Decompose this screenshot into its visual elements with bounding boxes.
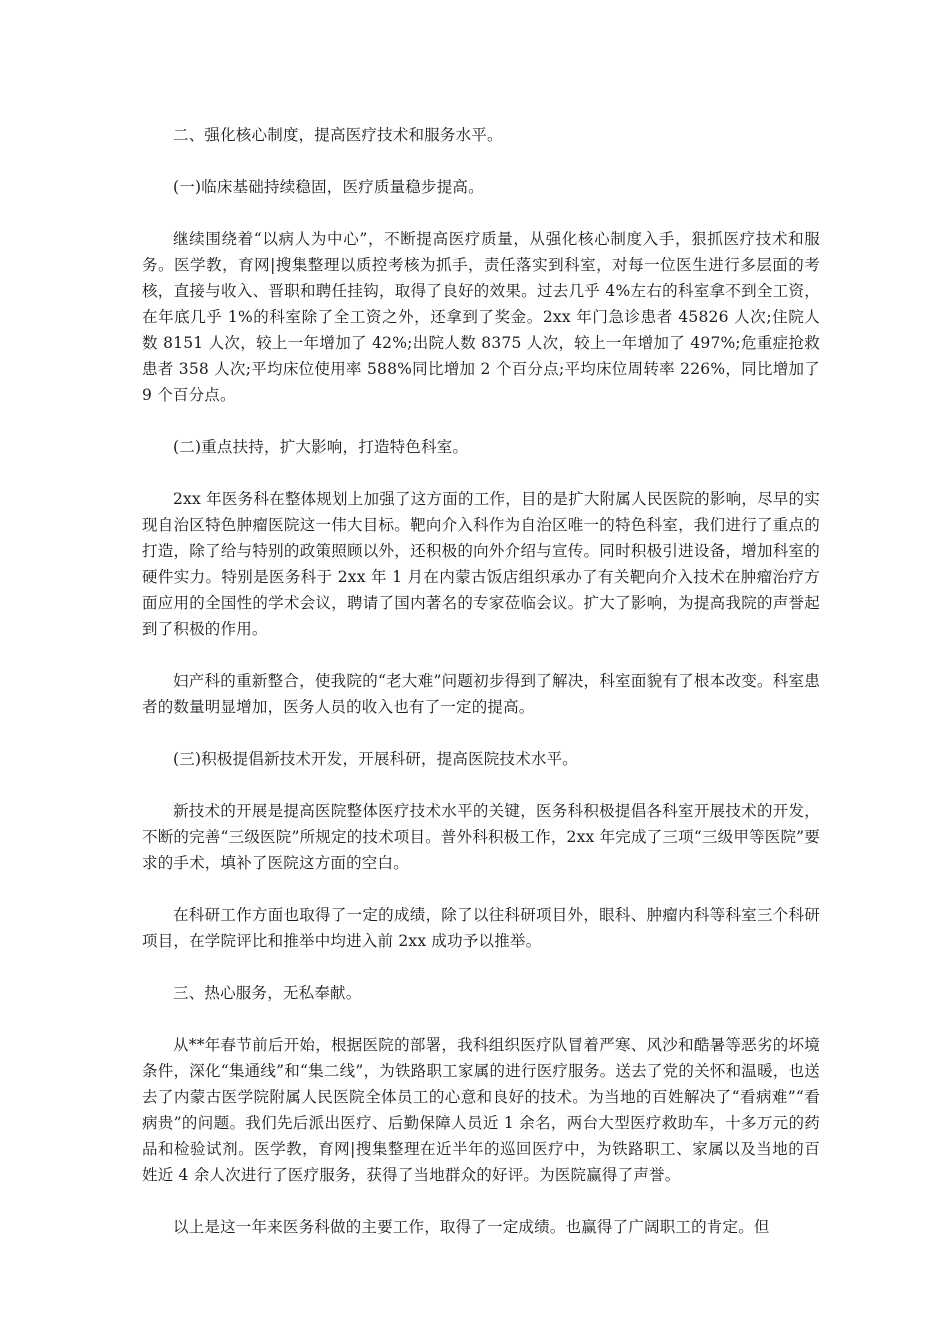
document-page: [142, 122, 820, 1266]
section-2-heading: 二、强化核心制度，提高医疗技术和服务水平。: [173, 126, 503, 144]
section-3-heading: 三、热心服务，无私奉献。: [173, 984, 362, 1002]
subsection-3-paragraph-2: 在科研工作方面也取得了一定的成绩，除了以往科研项目外，眼科、肿瘤内科等科室三个科研项目，在学院评比和推举中均进入前 2xx 成功予以推举。: [142, 906, 820, 950]
subsection-1-paragraph: 继续围绕着“以病人为中心”，不断提高医疗质量，从强化核心制度入手，狠抓医疗技术和服务。医学教，育网|搜集整理以质控考核为抓手，责任落实到科室，对每一位医生进行多层面的考核，直接与收入、晋职和聘任挂钩，取得了良好的效果。过去几乎 4%左右的科室拿不到全工资，在年底几乎 1%的科室除了全工资之外，还拿到了奖金。2xx 年门急诊患者 45826 人次;住院人数 8151 人次，较上一年增加了 42%;出院人数 8375 人次，较上一年增加了 497%;危重症抢救患者 358 人次;平均床位使用率 588%同比增加 2 个百分点;平均床位周转率 226%，同比增加了 9 个百分点。: [142, 230, 820, 404]
subsection-1-heading: (一)临床基础持续稳固，医疗质量稳步提高。: [173, 178, 484, 196]
subsection-2-paragraph-1: 2xx 年医务科在整体规划上加强了这方面的工作，目的是扩大附属人民医院的影响，尽早的实现自治区特色肿瘤医院这一伟大目标。靶向介入科作为自治区唯一的特色科室，我们进行了重点的打造，除了给与特别的政策照顾以外，还积极的向外介绍与宣传。同时积极引进设备，增加科室的硬件实力。特别是医务科于 2xx 年 1 月在内蒙古饭店组织承办了有关靶向介入技术在肿瘤治疗方面应用的全国性的学术会议，聘请了国内著名的专家莅临会议。扩大了影响，为提高我院的声誉起到了积极的作用。: [142, 490, 820, 638]
subsection-2-heading: (二)重点扶持，扩大影响，打造特色科室。: [173, 438, 469, 456]
subsection-3-heading: (三)积极提倡新技术开发，开展科研，提高医院技术水平。: [173, 750, 578, 768]
closing-paragraph: 以上是这一年来医务科做的主要工作，取得了一定成绩。也赢得了广阔职工的肯定。但: [173, 1218, 770, 1236]
section-3-paragraph: 从**年春节前后开始，根据医院的部署，我科组织医疗队冒着严寒、风沙和酷暑等恶劣的坏境条件，深化“集通线”和“集二线”，为铁路职工家属的进行医疗服务。送去了党的关怀和温暖，也送去了内蒙古医学院附属人民医院全体员工的心意和良好的技术。为当地的百姓解决了“看病难”“看病贵”的问题。我们先后派出医疗、后勤保障人员近 1 余名，两台大型医疗救助车，十多万元的药品和检验试剂。医学教，育网|搜集整理在近半年的巡回医疗中，为铁路职工、家属以及当地的百姓近 4 余人次进行了医疗服务，获得了当地群众的好评。为医院赢得了声誉。: [142, 1036, 820, 1184]
subsection-2-paragraph-2: 妇产科的重新整合，使我院的“老大难”问题初步得到了解决，科室面貌有了根本改变。科室患者的数量明显增加，医务人员的收入也有了一定的提高。: [142, 672, 820, 716]
subsection-3-paragraph-1: 新技术的开展是提高医院整体医疗技术水平的关键，医务科积极提倡各科室开展技术的开发，不断的完善“三级医院”所规定的技术项目。普外科积极工作，2xx 年完成了三项“三级甲等医院”要求的手术，填补了医院这方面的空白。: [142, 802, 820, 872]
